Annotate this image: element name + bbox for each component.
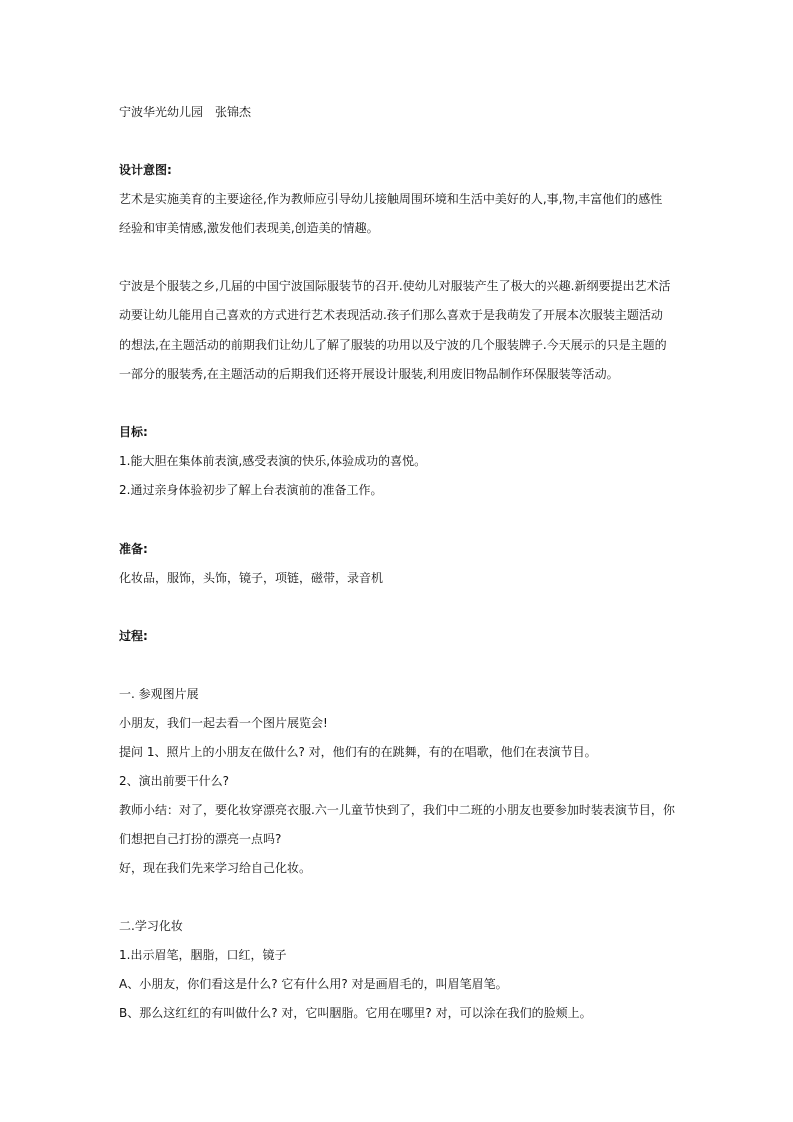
process-heading: 过程:	[119, 629, 148, 643]
author-line: 宁波华光幼儿园 张锦杰	[119, 105, 252, 119]
section2-line: B、那么这红红的有叫做什么? 对，它叫胭脂。它用在哪里? 对，可以涂在我们的脸颊上。	[119, 1006, 592, 1020]
prep-materials: 化妆品，服饰，头饰，镜子，项链，磁带，录音机	[119, 571, 384, 585]
goal-item: 1.能大胆在集体前表演,感受表演的快乐,体验成功的喜悦。	[119, 454, 427, 468]
design-para2-line: 宁波是个服装之乡,几届的中国宁波国际服装节的召开.使幼儿对服装产生了极大的兴趣.新纲要提出艺术活	[119, 279, 671, 293]
design-para2-line: 一部分的服装秀,在主题活动的后期我们还将开展设计服装,利用废旧物品制作环保服装等活动。	[119, 367, 619, 381]
design-heading: 设计意图:	[119, 163, 172, 177]
section1-line: 2、演出前要干什么?	[119, 774, 230, 788]
section2-line: A、小朋友，你们看这是什么? 它有什么用? 对是画眉毛的，叫眉笔眉笔。	[119, 977, 508, 991]
section1-line: 好，现在我们先来学习给自己化妆。	[119, 861, 312, 875]
section1-line: 小朋友，我们一起去看一个图片展览会!	[119, 716, 328, 730]
design-para1-line: 艺术是实施美育的主要途径,作为教师应引导幼儿接触周围环境和生活中美好的人,事,物,丰富他们的感性	[119, 192, 663, 206]
section2-title: 二.学习化妆	[119, 919, 183, 933]
goal-item: 2.通过亲身体验初步了解上台表演前的准备工作。	[119, 483, 383, 497]
section2-line: 1.出示眉笔，胭脂，口红，镜子	[119, 948, 287, 962]
goals-heading: 目标:	[119, 425, 148, 439]
design-para2-line: 动要让幼儿能用自己喜欢的方式进行艺术表现活动.孩子们那么喜欢于是我萌发了开展本次服装主题活动	[119, 308, 663, 322]
prep-heading: 准备:	[119, 542, 148, 556]
design-para2-line: 的想法,在主题活动的前期我们让幼儿了解了服装的功用以及宁波的几个服装牌子.今天展示的只是主题的	[119, 338, 667, 352]
section1-line: 教师小结：对了，要化妆穿漂亮衣服.六一儿童节快到了，我们中二班的小朋友也要参加时装表演节目，你	[119, 803, 675, 817]
section1-title: 一. 参观图片展	[119, 687, 199, 701]
design-para1-line: 经验和审美情感,激发他们表现美,创造美的情趣。	[119, 221, 379, 235]
section1-line: 提问 1、照片上的小朋友在做什么? 对，他们有的在跳舞，有的在唱歌，他们在表演节目。	[119, 745, 597, 759]
section1-line: 们想把自己打扮的漂亮一点吗?	[119, 832, 282, 846]
